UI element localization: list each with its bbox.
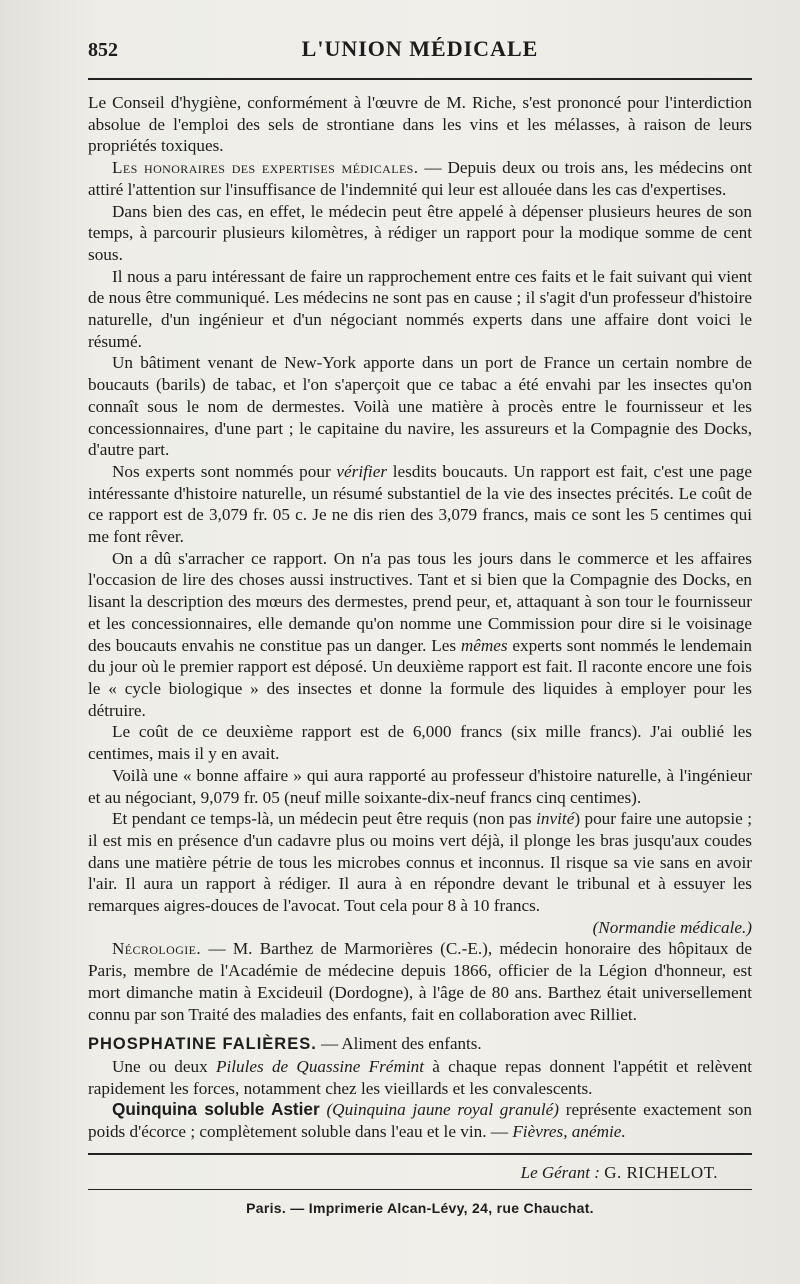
paragraph-bonne-affaire: Voilà une « bonne affaire » qui aura rapporté au professeur d'histoire naturelle, à l'ingénieur et au négociant, 9,079 fr. 05 (neuf mille soixante-dix-neuf francs cinq centimes). (88, 765, 752, 807)
ad-quinquina: Quinquina soluble Astier (Quinquina jaune royal granulé) représente exactement son poids d'écorce ; complètement soluble dans l'eau et le vin. — Fièvres, anémie. (88, 1099, 752, 1142)
page-header (88, 36, 752, 72)
running-title: L'UNION MÉDICALE (301, 36, 539, 61)
article-body (88, 92, 752, 1143)
imprint-line: Paris. — Imprimerie Alcan-Lévy, 24, rue Chauchat. (246, 1199, 594, 1216)
paragraph-arracher: On a dû s'arracher ce rapport. On n'a pas tous les jours dans le commerce et les affaires l'occasion de lire des choses aussi instructives. Tant et si bien que la Compagnie des Docks, en lisant la description des mœurs des dermestes, prend peur, et, attaquant à son tour le fournisseur et les concessionnaires, elle demande qu'on nomme une Commission pour dire si le voisinage des boucauts envahis ne constitue pas un danger. Les mêmes experts sont nommés le lendemain du jour où le premier rapport est déposé. Un deuxième rapport est fait. Il raconte encore une fois le « cycle biologique » des insectes et donne la formule des liquides à employer pour les détruire. (88, 548, 752, 720)
ad-phosphatine-heading: PHOSPHATINE FALIÈRES. — Aliment des enfants. (88, 1034, 482, 1054)
paragraph-batiment: Un bâtiment venant de New-York apporte dans un port de France un certain nombre de boucauts (barils) de tabac, et l'on s'aperçoit que ce tabac a été envahi par les insectes qu'on connaît sous le nom de dermestes. Voilà une matière à procès entre le fournisseur et les concessionnaires, d'une part ; le capitaine du navire, les assureurs et la Compagnie des Docks, d'autre part. (88, 353, 752, 460)
paragraph-experts: Nos experts sont nommés pour vérifier lesdits boucauts. Un rapport est fait, c'est une page intéressante d'histoire naturelle, un résumé substantiel de la vie des insectes précités. Le coût de ce rapport est de 3,079 fr. 05 c. Je ne dis rien des 3,079 francs, mais ce sont les 5 centimes qui me font rêver. (88, 461, 752, 547)
paragraph-autopsie: Et pendant ce temps-là, un médecin peut être requis (non pas invité) pour faire une autopsie ; il est mis en présence d'un cadavre plus ou moins vert déjà, il plonge les bras jusqu'aux coudes dans une matière pétrie de tous les microbes connus et inconnus. Il risque sa vie sans en avoir l'air. Il aura un rapport à rédiger. Il aura à en répondre devant le tribunal et à essuyer les remarques aigres-douces de l'avocat. Tout cela pour 8 à 10 francs. (88, 809, 752, 916)
paragraph-honoraires: Les honoraires des expertises médicales. — Depuis deux ou trois ans, les médecins ont attiré l'attention sur l'insuffisance de l'indemnité qui leur est allouée dans les cas d'expertises. (88, 158, 752, 199)
paragraph-necrologie: Nécrologie. — M. Barthez de Marmorières (C.-E.), médecin honoraire des hôpitaux de Paris, membre de l'Académie de médecine depuis 1866, officier de la Légion d'honneur, est mort dimanche matin à Excideuil (Dordogne), à l'âge de 80 ans. Barthez était universellement connu par son Traité des maladies des enfants, fait en collaboration avec Rilliet. (88, 939, 752, 1024)
header-rule (88, 78, 752, 80)
paragraph-rapprochement: Il nous a paru intéressant de faire un rapprochement entre ces faits et le fait suivant qui vient de nous être communiqué. Les médecins ne sont pas en cause ; il s'agit d'un professeur d'histoire naturelle, d'un ingénieur et d'un négociant nommés experts dans une affaire dont voici le résumé. (88, 266, 752, 351)
paragraph-hygiene: Le Conseil d'hygiène, conformément à l'œuvre de M. Riche, s'est prononcé pour l'interdiction absolue de l'emploi des sels de strontiane dans les vins et les mélasses, à raison de leurs propriétés toxiques. (88, 93, 752, 156)
signature: Le Gérant : G. RICHELOT. (520, 1162, 718, 1182)
paragraph-deuxieme-cout: Le coût de ce deuxième rapport est de 6,000 francs (six mille francs). J'ai oublié les centimes, mais il y en avait. (88, 722, 752, 764)
source-citation: (Normandie médicale.) (592, 917, 752, 937)
necrology-lead: Nécrologie. (112, 939, 202, 959)
footer-rule-thin (88, 1189, 752, 1190)
page-number: 852 (88, 39, 118, 61)
section-lead: Les honoraires des expertises médicales. (112, 158, 419, 178)
ad-pilules: Une ou deux Pilules de Quassine Frémint à chaque repas donnent l'appétit et relèvent rapidement les forces, notamment chez les vieillards et les convalescents. (88, 1056, 753, 1098)
footer-rule (88, 1153, 752, 1155)
paragraph-cas: Dans bien des cas, en effet, le médecin peut être appelé à dépenser plusieurs heures de son temps, à parcourir plusieurs kilomètres, à rédiger un rapport pour la modique somme de cent sous. (88, 201, 752, 264)
